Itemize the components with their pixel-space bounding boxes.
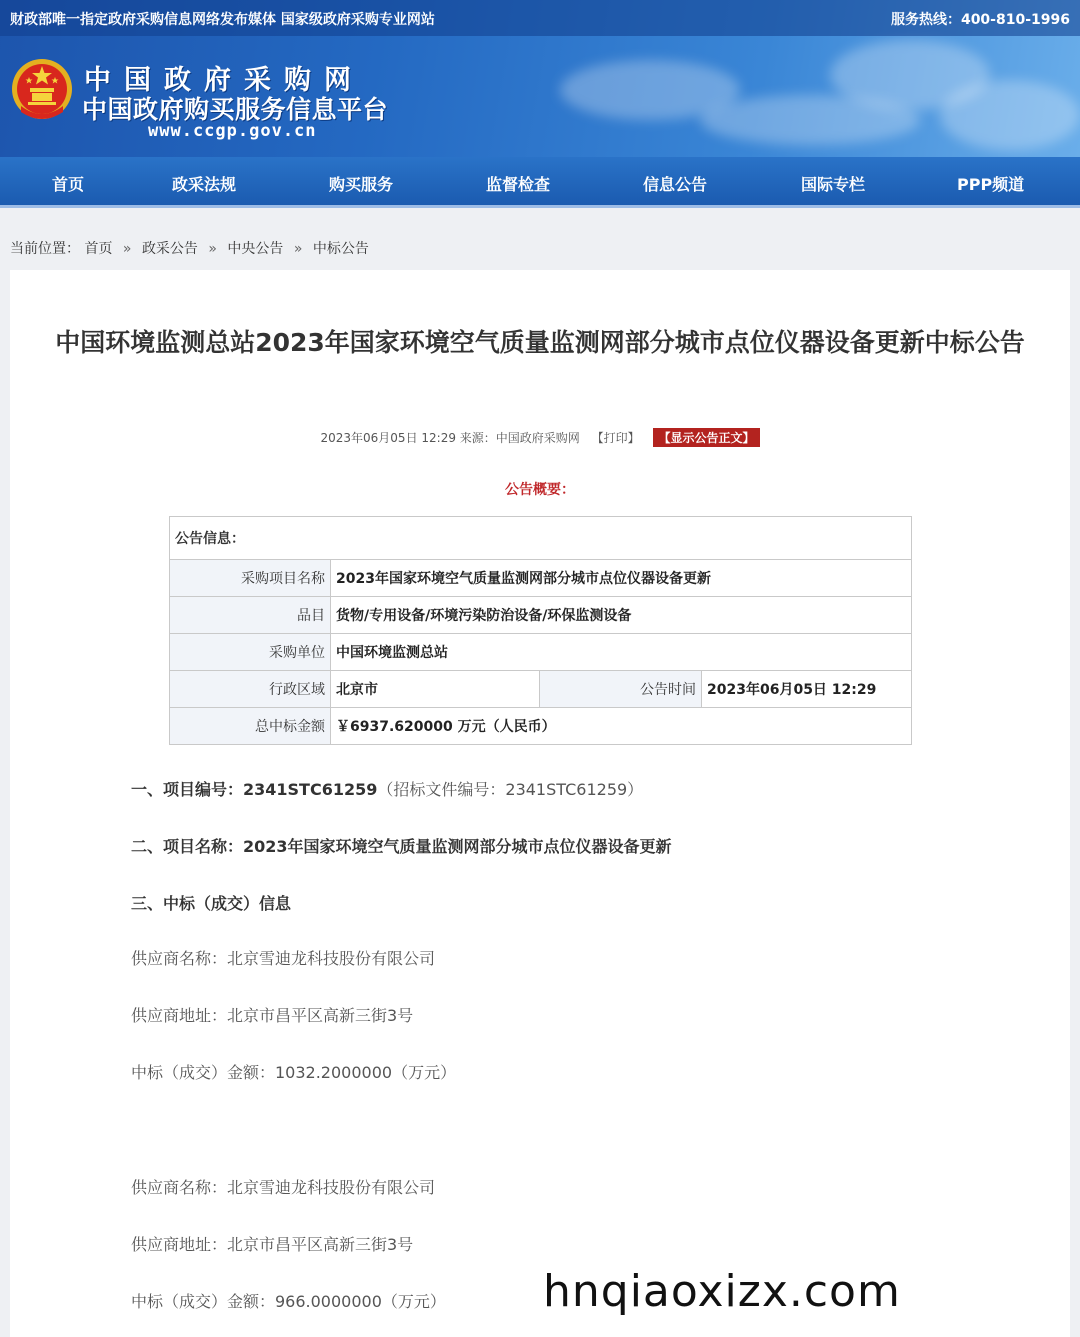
region-label: 行政区域 (170, 671, 331, 708)
watermark-text: hnqiaoxizx.com (543, 1266, 901, 1317)
site-logo-url[interactable]: www.ccgp.gov.cn (148, 121, 317, 141)
breadcrumb (10, 238, 369, 258)
site-header (0, 0, 1080, 157)
notice-card (10, 270, 1070, 1337)
nav-item-ppp[interactable]: PPP频道 (957, 175, 1025, 194)
breadcrumb-separator: » (293, 241, 303, 257)
project-name-label: 采购项目名称 (170, 560, 331, 597)
table-header: 公告信息： (170, 517, 912, 560)
award-amount: 中标（成交）金额：966.0000000（万元） (131, 1292, 446, 1311)
purchasing-unit-value: 中国环境监测总站 (331, 634, 912, 671)
section-award-info: 三、中标（成交）信息 (131, 894, 292, 913)
notice-time-label: 公告时间 (540, 671, 702, 708)
award-amount: 中标（成交）金额：1032.2000000（万元） (131, 1063, 457, 1082)
region-value: 北京市 (331, 671, 540, 708)
item-category-label: 品目 (170, 597, 331, 634)
total-amount-value: ￥6937.620000 万元（人民币） (331, 708, 912, 745)
breadcrumb-prefix: 当前位置： (10, 241, 80, 257)
item-category-value: 货物/专用设备/环境污染防治设备/环保监测设备 (331, 597, 912, 634)
section-project-number (131, 777, 643, 800)
service-hotline: 服务热线：400-810-1996 (890, 12, 1070, 28)
supplier-address: 供应商地址：北京市昌平区高新三街3号 (131, 1235, 414, 1254)
national-emblem-icon[interactable] (9, 56, 75, 126)
site-logo-title[interactable]: 中国政府采购网 (84, 65, 364, 96)
total-amount-label: 总中标金额 (170, 708, 331, 745)
site-slogan: 财政部唯一指定政府采购信息网络发布媒体 国家级政府采购专业网站 (10, 12, 435, 28)
project-number: 一、项目编号：2341STC61259 (131, 780, 378, 799)
print-link[interactable]: 【打印】 (591, 431, 640, 445)
notice-info-table (169, 516, 912, 745)
nav-item-home[interactable]: 首页 (52, 175, 85, 194)
supplier-address: 供应商地址：北京市昌平区高新三街3号 (131, 1006, 414, 1025)
notice-meta (10, 428, 1070, 447)
nav-item-international[interactable]: 国际专栏 (801, 175, 866, 194)
top-bar (0, 0, 1080, 36)
breadcrumb-separator: » (208, 241, 217, 257)
breadcrumb-procurement-notices[interactable]: 政采公告 (141, 241, 198, 257)
show-full-text-button[interactable]: 【显示公告正文】 (653, 428, 759, 447)
notice-source: 来源：中国政府采购网 (459, 431, 580, 445)
breadcrumb-home[interactable]: 首页 (84, 241, 113, 257)
nav-item-purchase-services[interactable]: 购买服务 (329, 175, 394, 194)
section-project-name: 二、项目名称：2023年国家环境空气质量监测网部分城市点位仪器设备更新 (131, 837, 672, 856)
breadcrumb-award-notices[interactable]: 中标公告 (312, 241, 369, 257)
breadcrumb-central-notices[interactable]: 中央公告 (227, 241, 284, 257)
supplier-name: 供应商名称：北京雪迪龙科技股份有限公司 (131, 949, 436, 968)
tender-document-number: （招标文件编号：2341STC61259） (377, 780, 644, 799)
purchasing-unit-label: 采购单位 (170, 634, 331, 671)
notice-time: 2023年06月05日 12:29 (320, 431, 456, 445)
project-name-value: 2023年国家环境空气质量监测网部分城市点位仪器设备更新 (331, 560, 912, 597)
summary-label: 公告概要： (505, 482, 575, 498)
site-logo-subtitle[interactable]: 中国政府购买服务信息平台 (82, 95, 389, 124)
nav-item-supervision[interactable]: 监督检查 (486, 175, 551, 194)
cloud-decoration (940, 80, 1080, 150)
notice-time-value: 2023年06月05日 12:29 (702, 671, 912, 708)
nav-item-regulations[interactable]: 政采法规 (172, 175, 237, 194)
notice-title: 中国环境监测总站2023年国家环境空气质量监测网部分城市点位仪器设备更新中标公告 (55, 328, 1025, 357)
breadcrumb-separator: » (122, 241, 132, 257)
nav-item-announcements[interactable]: 信息公告 (643, 175, 708, 194)
supplier-name: 供应商名称：北京雪迪龙科技股份有限公司 (131, 1178, 436, 1197)
main-nav (0, 157, 1080, 208)
